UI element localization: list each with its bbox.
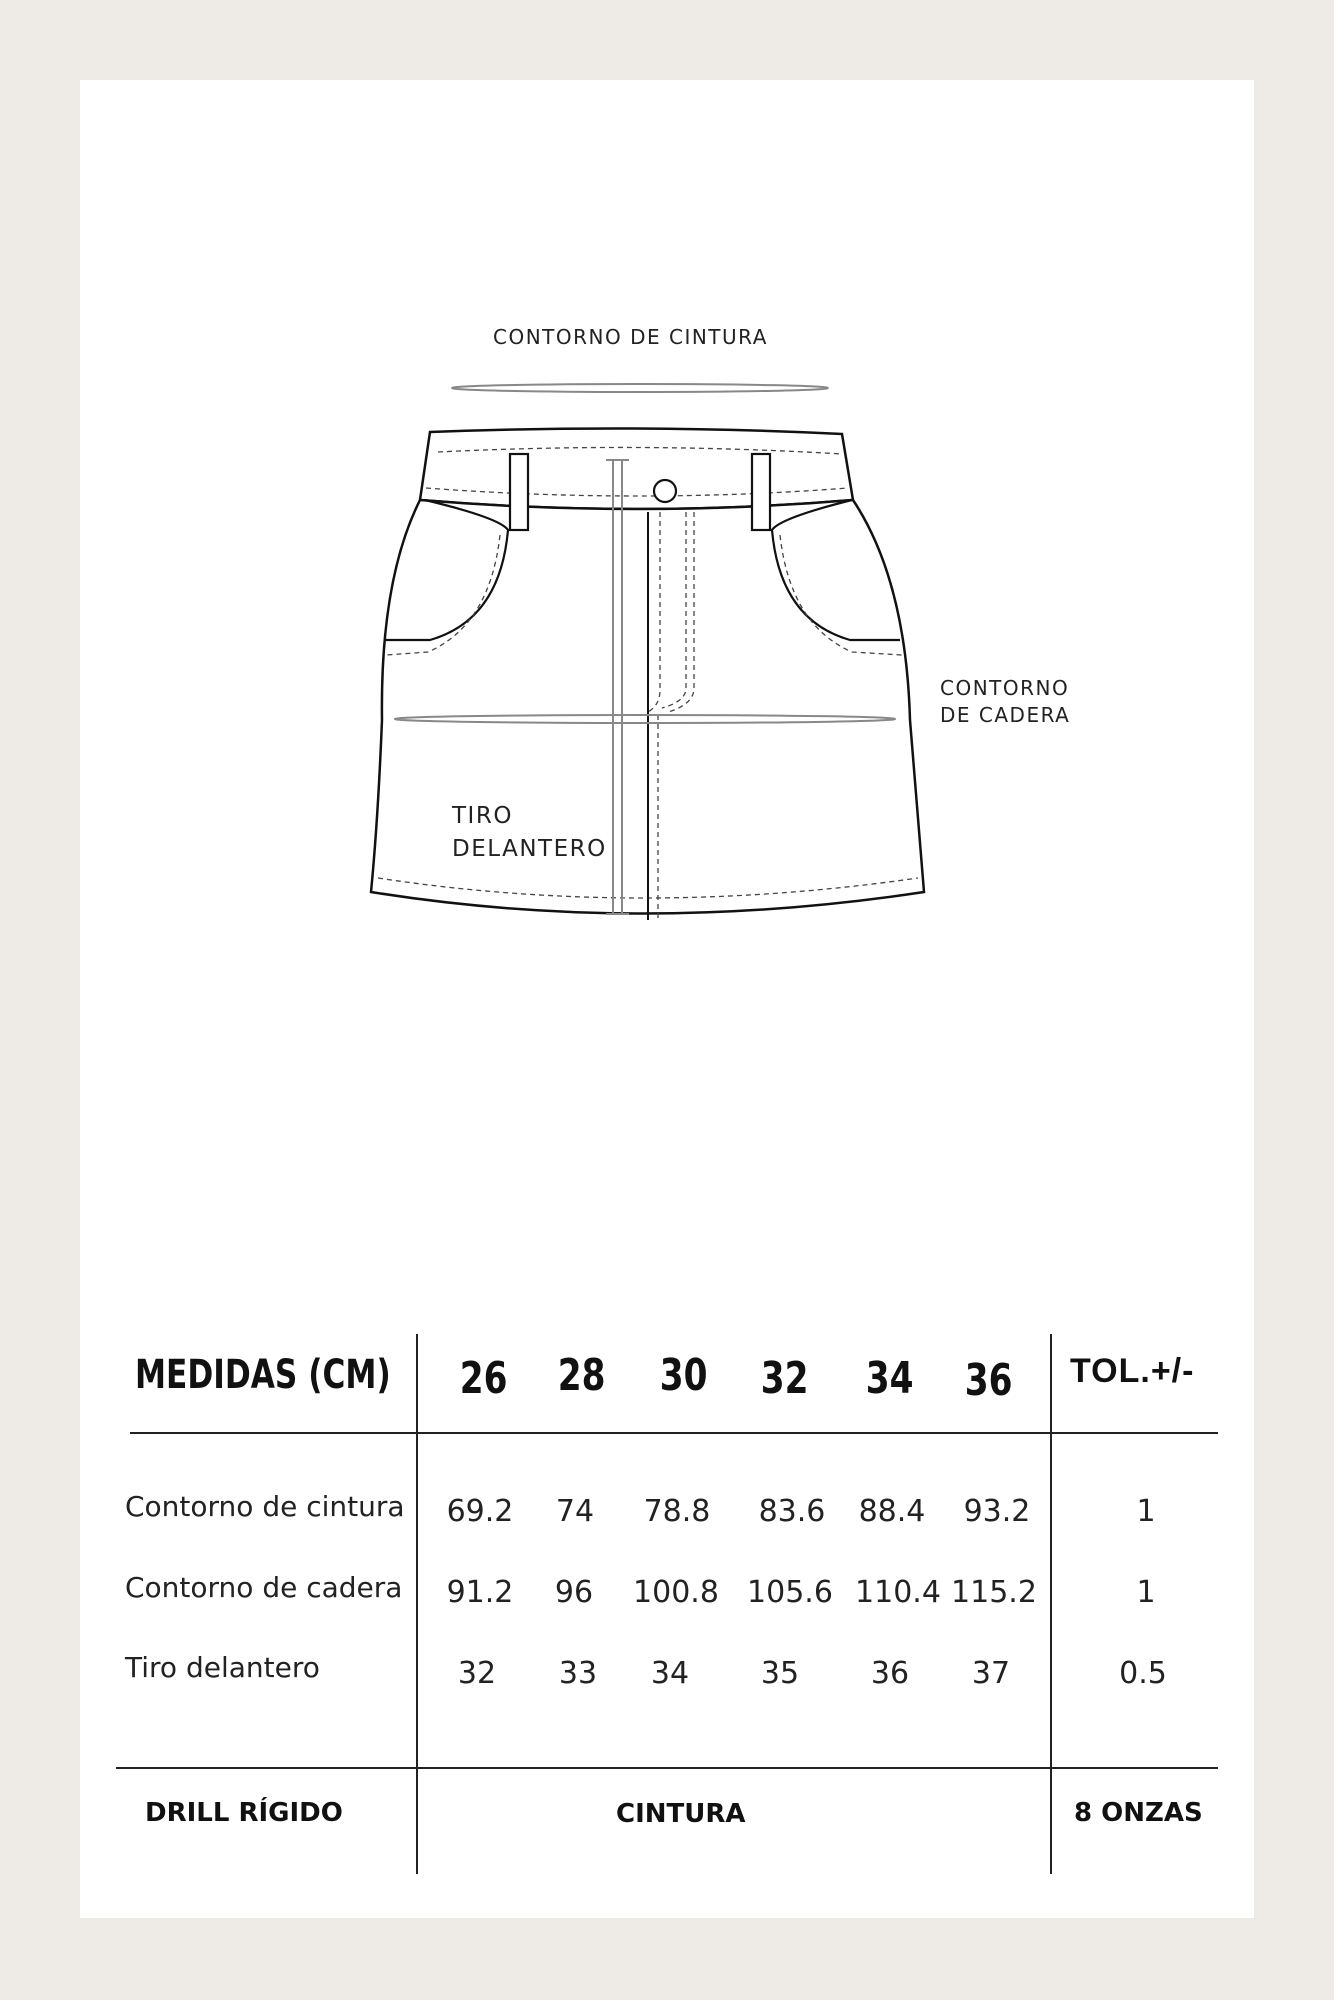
waist-26: 69.2 — [446, 1494, 514, 1529]
size-26: 26 — [459, 1353, 508, 1404]
hip-26: 91.2 — [446, 1575, 514, 1610]
button — [654, 480, 676, 502]
rise-28: 33 — [558, 1656, 598, 1691]
left-belt-loop — [510, 454, 528, 530]
tolerance-header: TOL.+/- — [1070, 1352, 1195, 1390]
size-32: 32 — [760, 1353, 809, 1404]
row-label-hip: Contorno de cadera — [125, 1571, 403, 1604]
hip-34: 110.4 — [855, 1575, 941, 1610]
hip-36: 115.2 — [951, 1575, 1037, 1610]
hip-28: 96 — [554, 1575, 594, 1610]
hip-32: 105.6 — [747, 1575, 833, 1610]
rise-label: TIRO DELANTERO — [452, 803, 607, 862]
waist-28: 74 — [555, 1494, 595, 1529]
rise-34: 36 — [870, 1656, 910, 1691]
hip-tolerance: 1 — [1136, 1575, 1156, 1610]
fabric-weight: 8 ONZAS — [1074, 1798, 1203, 1828]
row-label-waist: Contorno de cintura — [125, 1490, 405, 1523]
size-34: 34 — [865, 1353, 914, 1404]
measurements-header: MEDIDAS (CM) — [135, 1352, 391, 1398]
hip-30: 100.8 — [633, 1575, 719, 1610]
waist-measure-line — [452, 384, 828, 392]
rise-tolerance: 0.5 — [1119, 1656, 1167, 1691]
rise-26: 32 — [457, 1656, 497, 1691]
waist-label: CONTORNO DE CINTURA — [493, 325, 768, 349]
size-36: 36 — [964, 1355, 1013, 1406]
waist-30: 78.8 — [643, 1494, 711, 1529]
hip-label: CONTORNO DE CADERA — [940, 676, 1071, 727]
waist-tolerance: 1 — [1136, 1494, 1156, 1529]
size-28: 28 — [557, 1350, 606, 1401]
size-30: 30 — [659, 1350, 708, 1401]
table-divider-left — [416, 1334, 418, 1874]
waist-32: 83.6 — [758, 1494, 826, 1529]
rise-36: 37 — [971, 1656, 1011, 1691]
table-header-rule — [130, 1432, 1218, 1434]
rise-32: 35 — [760, 1656, 800, 1691]
waistband — [420, 428, 853, 509]
waist-36: 93.2 — [963, 1494, 1031, 1529]
rise-30: 34 — [650, 1656, 690, 1691]
fit-type: CINTURA — [616, 1799, 746, 1829]
row-label-rise: Tiro delantero — [125, 1651, 320, 1684]
waist-34: 88.4 — [858, 1494, 926, 1529]
fabric-type: DRILL RÍGIDO — [145, 1798, 343, 1828]
right-belt-loop — [752, 454, 770, 530]
table-footer-rule — [116, 1767, 1218, 1769]
